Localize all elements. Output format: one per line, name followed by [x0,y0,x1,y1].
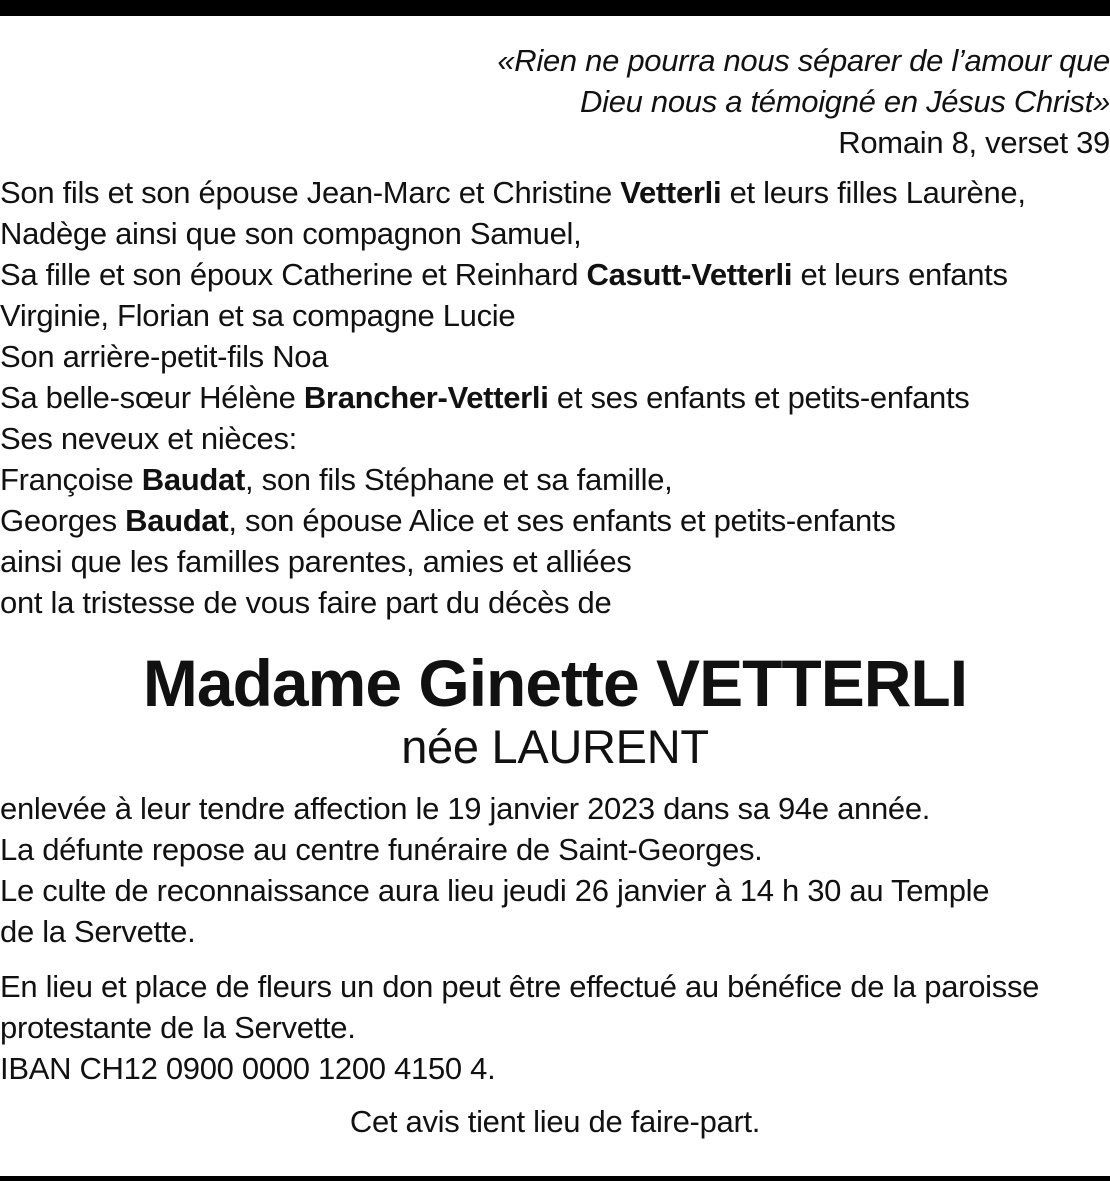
family-line-5: Son arrière-petit-fils Noa [0,339,329,374]
family-line-1-text-a: Son fils et son épouse Jean-Marc et Christine [0,175,621,210]
family-line-1-text-b: et leurs filles Laurène, [721,175,1026,210]
details-line-4: de la Servette. [0,914,196,949]
epigraph-quote-line-2: Dieu nous a témoigné en Jésus Christ» [580,84,1110,119]
family-line-1 [0,172,1110,213]
epigraph [0,40,1110,163]
epigraph-reference: Romain 8, verset 39 [838,125,1110,160]
family-line-3-text-a: Sa fille et son époux Catherine et Reinhard [0,257,587,292]
family-line-9-text-a: Georges [0,503,126,538]
family-line-3 [0,254,1110,295]
family-line-8-text-a: Françoise [0,462,142,497]
deceased-name: Madame Ginette VETTERLI [142,646,968,720]
family-line-2: Nadège ainsi que son compagnon Samuel, [0,216,582,251]
obituary-notice [0,40,1110,1142]
family-line-6 [0,377,1110,418]
family-line-9-text-b: , son épouse Alice et ses enfants et petits-enfants [228,503,896,538]
donation-info [0,966,1110,1089]
family-line-11: ont la tristesse de vous faire part du décès de [0,585,612,620]
family-name-baudat-2: Baudat [125,503,229,538]
bottom-rule [0,1176,1110,1181]
family-line-6-text-a: Sa belle-sœur Hélène [0,380,304,415]
family-line-8-text-b: , son fils Stéphane et sa famille, [245,462,673,497]
top-rule [0,0,1110,16]
deceased-maiden-name: née LAURENT [401,720,709,773]
family-name-brancher-vetterli: Brancher-Vetterli [303,380,549,415]
family-line-8 [0,459,1110,500]
family-announcement [0,172,1110,623]
epigraph-quote-line-1: «Rien ne pourra nous séparer de l’amour que [497,43,1110,78]
family-line-3-text-b: et leurs enfants [792,257,1008,292]
family-line-4: Virginie, Florian et sa compagne Lucie [0,298,516,333]
family-name-casutt-vetterli: Casutt-Vetterli [586,257,793,292]
gift-line-1: En lieu et place de fleurs un don peut être effectué au bénéfice de la paroisse [0,969,1040,1004]
family-line-6-text-b: et ses enfants et petits-enfants [548,380,970,415]
funeral-details [0,788,1110,952]
family-name-baudat-1: Baudat [141,462,245,497]
family-name-vetterli: Vetterli [620,175,722,210]
deceased-block [0,645,1110,773]
closing-note: Cet avis tient lieu de faire-part. [349,1104,761,1139]
family-line-7: Ses neveux et nièces: [0,421,297,456]
gift-iban: IBAN CH12 0900 0000 1200 4150 4. [0,1051,496,1086]
family-line-9 [0,500,1110,541]
details-line-1: enlevée à leur tendre affection le 19 janvier 2023 dans sa 94e année. [0,791,931,826]
details-line-2: La défunte repose au centre funéraire de Saint-Georges. [0,832,763,867]
gift-line-2: protestante de la Servette. [0,1010,356,1045]
details-line-3: Le culte de reconnaissance aura lieu jeudi 26 janvier à 14 h 30 au Temple [0,873,990,908]
family-line-10: ainsi que les familles parentes, amies et alliées [0,544,632,579]
